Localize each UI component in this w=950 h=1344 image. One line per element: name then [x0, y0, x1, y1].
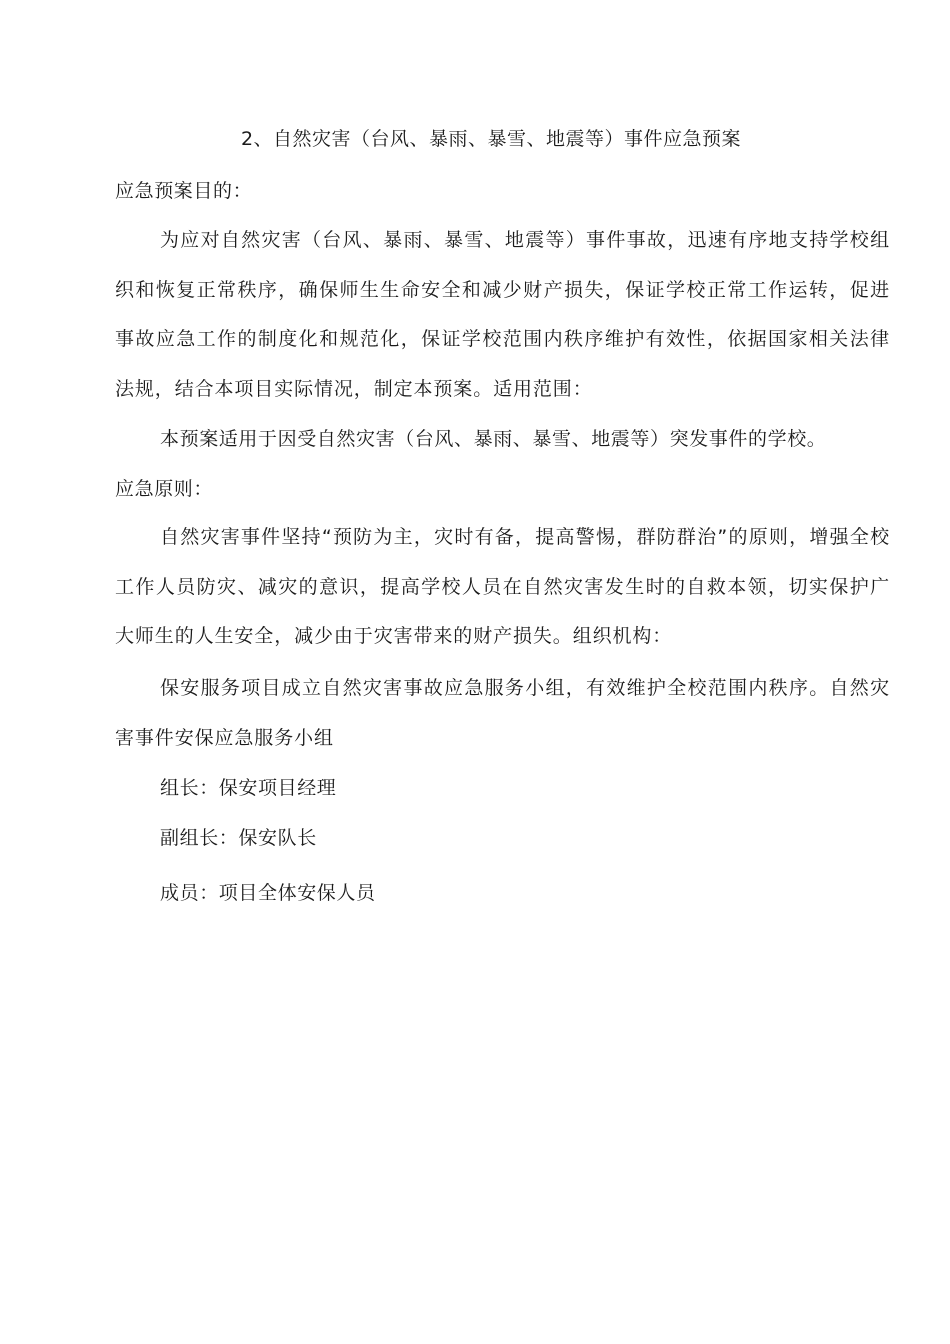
purpose-paragraph: 为应对自然灾害（台风、暴雨、暴雪、地震等）事件事故，迅速有序地支持学校组织和恢复正常秩序，确保师生生命安全和减少财产损失，保证学校正常工作运转，促进事故应急工作的制度化和规范化，保证学校范围内秩序维护有效性，依据国家相关法律法规，结合本项目实际情况，制定本预案。适用范围：: [115, 229, 890, 400]
group-leader: 组长：保安项目经理: [160, 777, 337, 799]
principle-paragraph: 自然灾害事件坚持“预防为主，灾时有备，提高警惕，群防群治”的原则，增强全校工作人员防灾、减灾的意识，提高学校人员在自然灾害发生时的自救本领，切实保护广大师生的人生安全，减少由于灾害带来的财产损失。组织机构：: [115, 526, 890, 647]
document-title: 2、自然灾害（台风、暴雨、暴雪、地震等）事件应急预案: [240, 128, 742, 150]
purpose-heading: 应急预案目的：: [115, 180, 253, 202]
group-members: 成员：项目全体安保人员: [160, 882, 376, 904]
scope-paragraph: 本预案适用于因受自然灾害（台风、暴雨、暴雪、地震等）突发事件的学校。: [160, 428, 827, 450]
deputy-group-leader: 副组长：保安队长: [160, 827, 317, 849]
organization-paragraph: 保安服务项目成立自然灾害事故应急服务小组，有效维护全校范围内秩序。自然灾害事件安保应急服务小组: [115, 677, 890, 749]
principle-heading: 应急原则：: [115, 478, 214, 500]
